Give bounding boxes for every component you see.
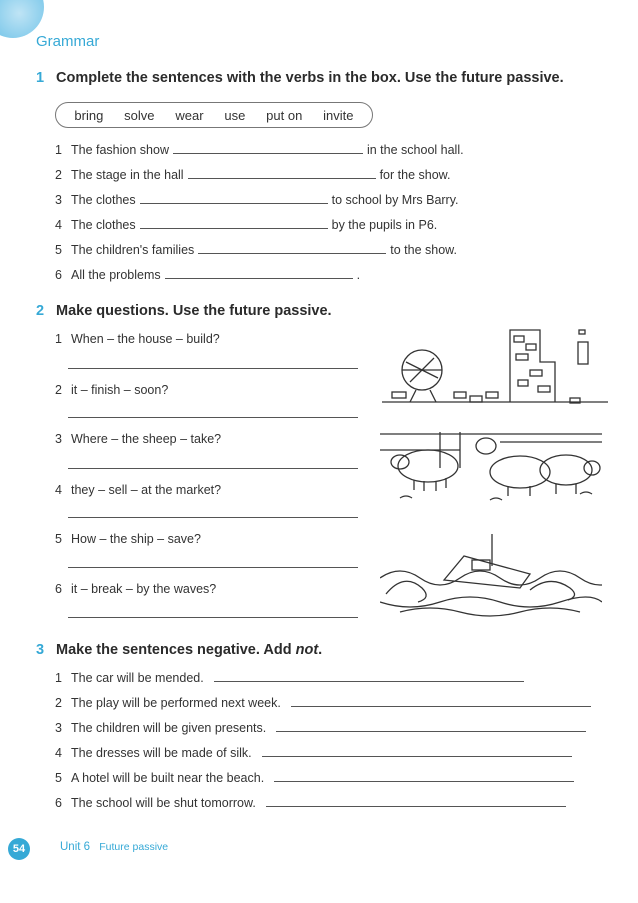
- sentence-item: 1 The car will be mended.: [55, 671, 528, 685]
- ship-in-waves-illustration: [380, 530, 602, 618]
- footer-unit: [60, 841, 168, 853]
- answer-blank[interactable]: [274, 771, 574, 782]
- answer-blank[interactable]: [276, 721, 586, 732]
- verb-word: bring: [74, 107, 104, 123]
- answer-line[interactable]: [68, 368, 358, 369]
- exercise-3-title: 3 Make the sentences negative. Add not.: [36, 642, 323, 658]
- question-prompt: 3 Where – the sheep – take?: [55, 432, 222, 446]
- answer-line[interactable]: [68, 517, 358, 518]
- page-number-badge: 54: [8, 838, 30, 860]
- sentence-item: 4 The clothes by the pupils in P6.: [55, 218, 438, 232]
- verb-word: put on: [266, 107, 303, 123]
- sentence-item: 4 The dresses will be made of silk.: [55, 746, 576, 760]
- verb-word: wear: [175, 107, 204, 123]
- verb-box: [55, 102, 373, 128]
- exercise-1-title: [36, 70, 564, 86]
- answer-blank[interactable]: [214, 671, 524, 682]
- answer-blank[interactable]: [198, 243, 386, 254]
- question-prompt: 5 How – the ship – save?: [55, 532, 201, 546]
- answer-blank[interactable]: [140, 193, 328, 204]
- question-prompt: 6 it – break – by the waves?: [55, 582, 217, 596]
- answer-blank[interactable]: [140, 218, 328, 229]
- question-prompt: 4 they – sell – at the market?: [55, 483, 222, 497]
- answer-blank[interactable]: [266, 796, 566, 807]
- verb-word: invite: [323, 107, 354, 123]
- sentence-item: 3 The clothes to school by Mrs Barry.: [55, 193, 459, 207]
- answer-blank[interactable]: [188, 168, 376, 179]
- sheep-illustration: [380, 428, 602, 510]
- answer-blank[interactable]: [165, 268, 353, 279]
- sentence-item: 2 The stage in the hall for the show.: [55, 168, 451, 182]
- exercise-instruction: Make the sentences negative. Add: [56, 642, 296, 658]
- sentence-item: 5 A hotel will be built near the beach.: [55, 771, 578, 785]
- verb-word: use: [224, 107, 246, 123]
- exercise-number: 3: [36, 642, 45, 658]
- exercise-instruction: Complete the sentences with the verbs in the box. Use the future passive.: [56, 70, 564, 86]
- answer-blank[interactable]: [291, 696, 591, 707]
- emphasis-word: not: [295, 642, 319, 658]
- answer-line[interactable]: [68, 617, 358, 618]
- answer-blank[interactable]: [262, 746, 572, 757]
- exercise-number: 1: [36, 70, 45, 86]
- unit-label: Unit 6: [60, 841, 91, 853]
- sentence-item: 3 The children will be given presents.: [55, 721, 590, 735]
- answer-blank[interactable]: [173, 143, 363, 154]
- question-prompt: 2 it – finish – soon?: [55, 383, 169, 397]
- sentence-item: 6 The school will be shut tomorrow.: [55, 796, 570, 810]
- question-prompt: 1 When – the house – build?: [55, 332, 220, 346]
- unit-topic: Future passive: [99, 841, 169, 853]
- exercise-2-title: [36, 303, 332, 319]
- answer-line[interactable]: [68, 567, 358, 568]
- house-building-illustration: [380, 322, 610, 414]
- sentence-item: 2 The play will be performed next week.: [55, 696, 595, 710]
- sentence-item: 5 The children's families to the show.: [55, 243, 457, 257]
- sentence-item: 6 All the problems .: [55, 268, 361, 282]
- exercise-number: 2: [36, 303, 45, 319]
- section-heading: Grammar: [36, 33, 100, 50]
- answer-line[interactable]: [68, 468, 358, 469]
- sentence-item: 1 The fashion show in the school hall.: [55, 143, 464, 157]
- exercise-instruction: Make questions. Use the future passive.: [56, 303, 332, 319]
- verb-word: solve: [124, 107, 155, 123]
- answer-line[interactable]: [68, 417, 358, 418]
